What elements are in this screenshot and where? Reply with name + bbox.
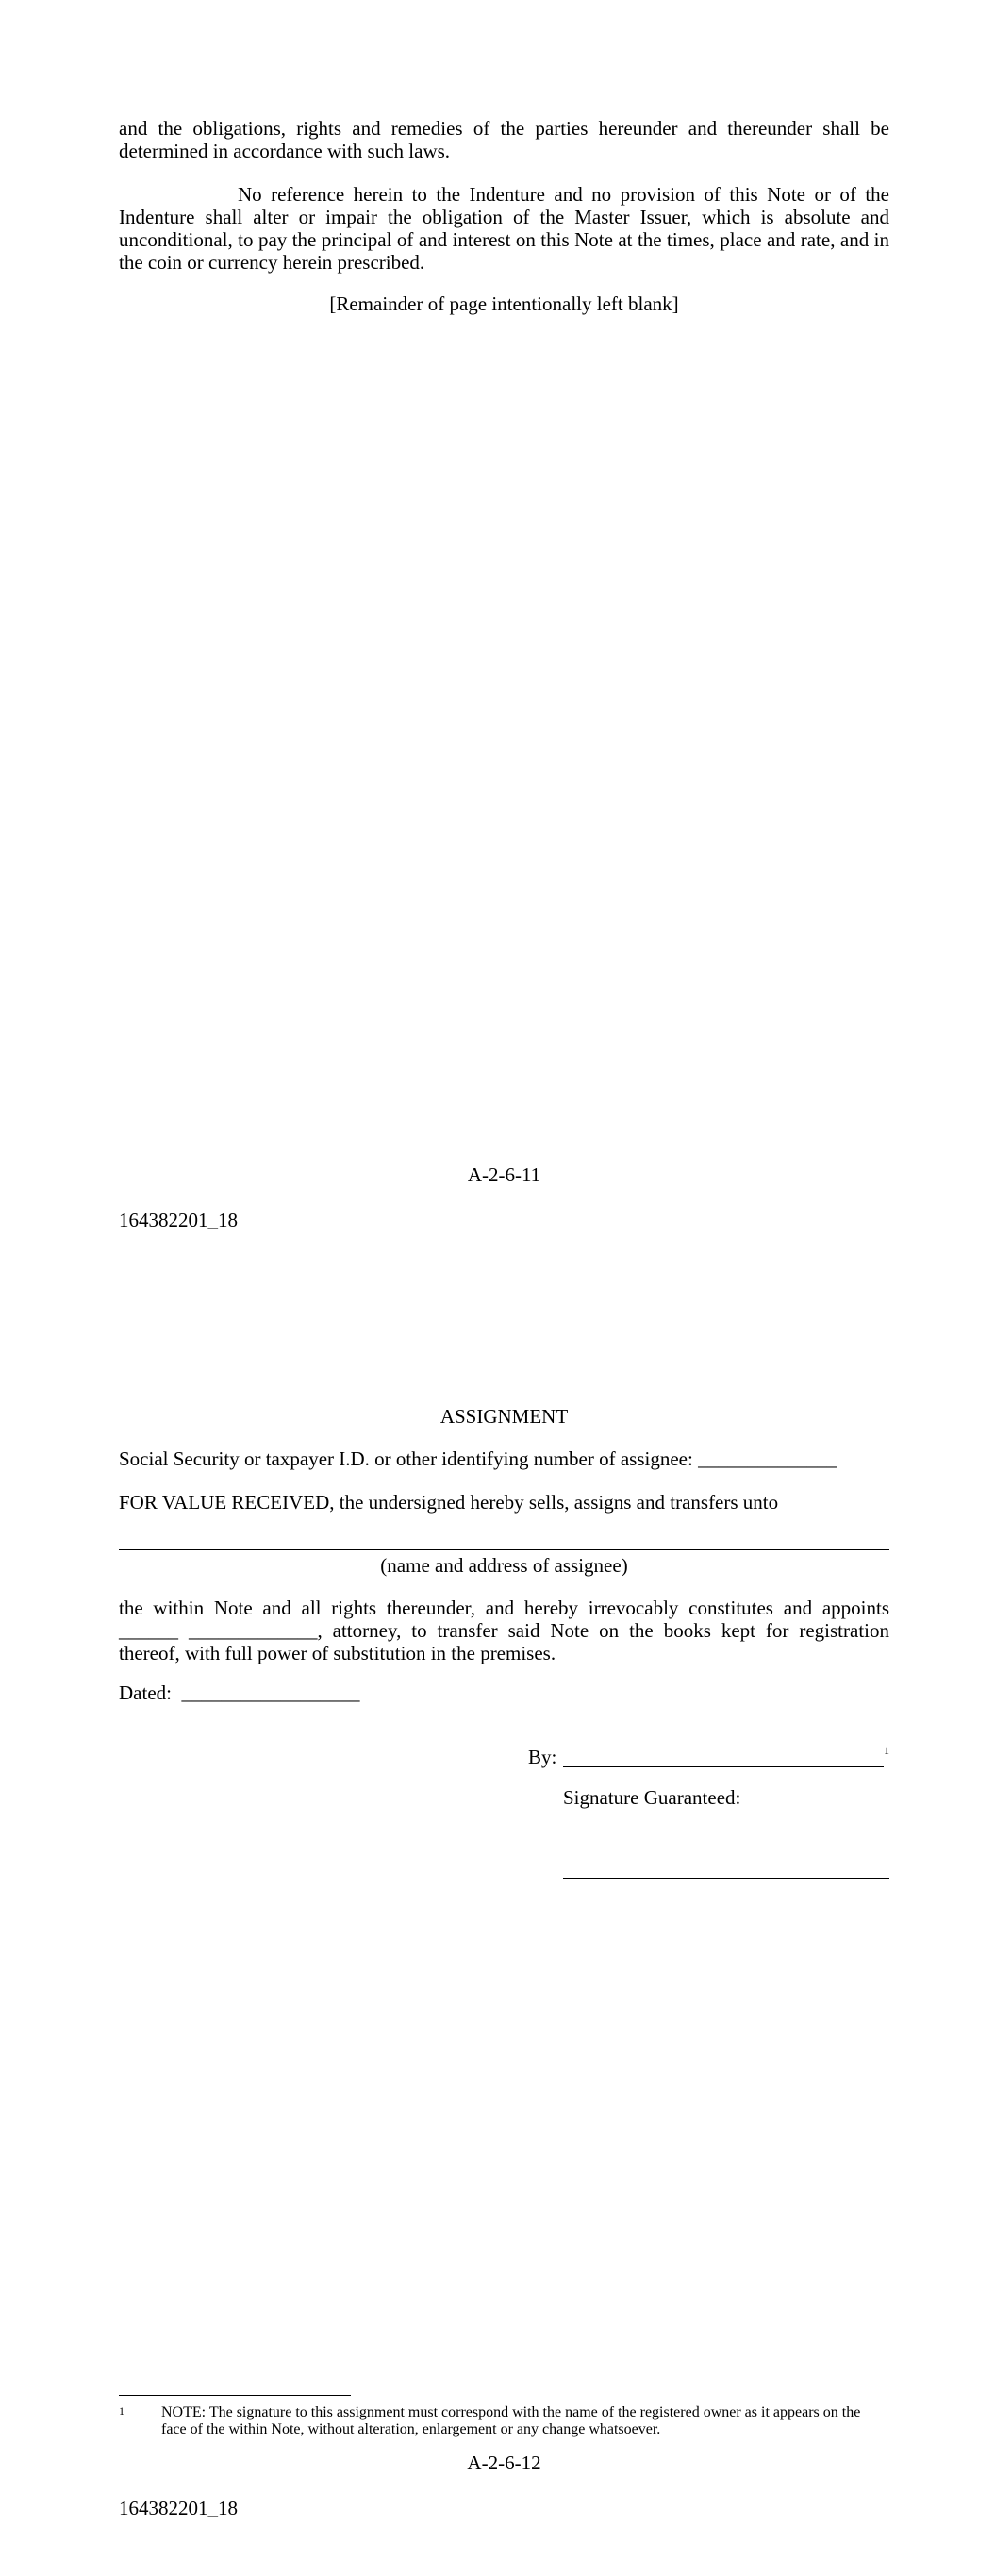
assignee-name-rule <box>119 1549 889 1550</box>
page-number: A-2-6-11 <box>467 1163 541 1186</box>
dated-blank: __________________ <box>181 1681 360 1704</box>
page-2 <box>0 1288 995 2576</box>
assignee-caption: (name and address of assignee) <box>380 1554 628 1577</box>
by-label: By: <box>528 1746 557 1768</box>
by-signature-rule <box>563 1766 884 1767</box>
no-impairment-paragraph: No reference herein to the Indenture and no provision of this Note or of the Indenture shall alter or impair the obligation of the Master Issuer, which is absolute and unconditional, to pay the principal of and interest on this Note at the times, place and rate, and in the coin or currency herein prescribed. <box>119 183 889 274</box>
by-footnote-ref: 1 <box>884 1744 889 1757</box>
taxpayer-id-line: Social Security or taxpayer I.D. or other identifying number of assignee: ______________ <box>119 1447 837 1470</box>
guarantor-signature-rule <box>563 1878 889 1879</box>
dated-line <box>119 1681 359 1704</box>
footnote-marker: 1 <box>119 2404 124 2417</box>
governing-law-paragraph: and the obligations, rights and remedies of the parties hereunder and thereunder shall be determined in accordance with such laws. <box>119 117 889 162</box>
footnote-text: NOTE: The signature to this assignment must correspond with the name of the registered owner as it appears on the face of the within Note, without alteration, enlargement or any change whatsoever. <box>161 2404 861 2437</box>
assignment-heading: ASSIGNMENT <box>439 1405 569 1428</box>
value-received-line: FOR VALUE RECEIVED, the undersigned hereby sells, assigns and transfers unto <box>119 1491 779 1514</box>
document-id: 164382201_18 <box>119 1209 238 1231</box>
dated-label: Dated: <box>119 1681 172 1704</box>
signature-guaranteed-label: Signature Guaranteed: <box>563 1786 741 1809</box>
blank-page-notice: [Remainder of page intentionally left blank] <box>329 293 679 315</box>
footnote-separator <box>119 2395 351 2396</box>
within-note-paragraph: the within Note and all rights thereunder, and hereby irrevocably constitutes and appoints ______ _____________, attorney, to transfer said Note on the books kept for registration thereof, with full power of substitution in the premises. <box>119 1597 889 1664</box>
page-number: A-2-6-12 <box>467 2451 541 2474</box>
document-id: 164382201_18 <box>119 2497 238 2519</box>
